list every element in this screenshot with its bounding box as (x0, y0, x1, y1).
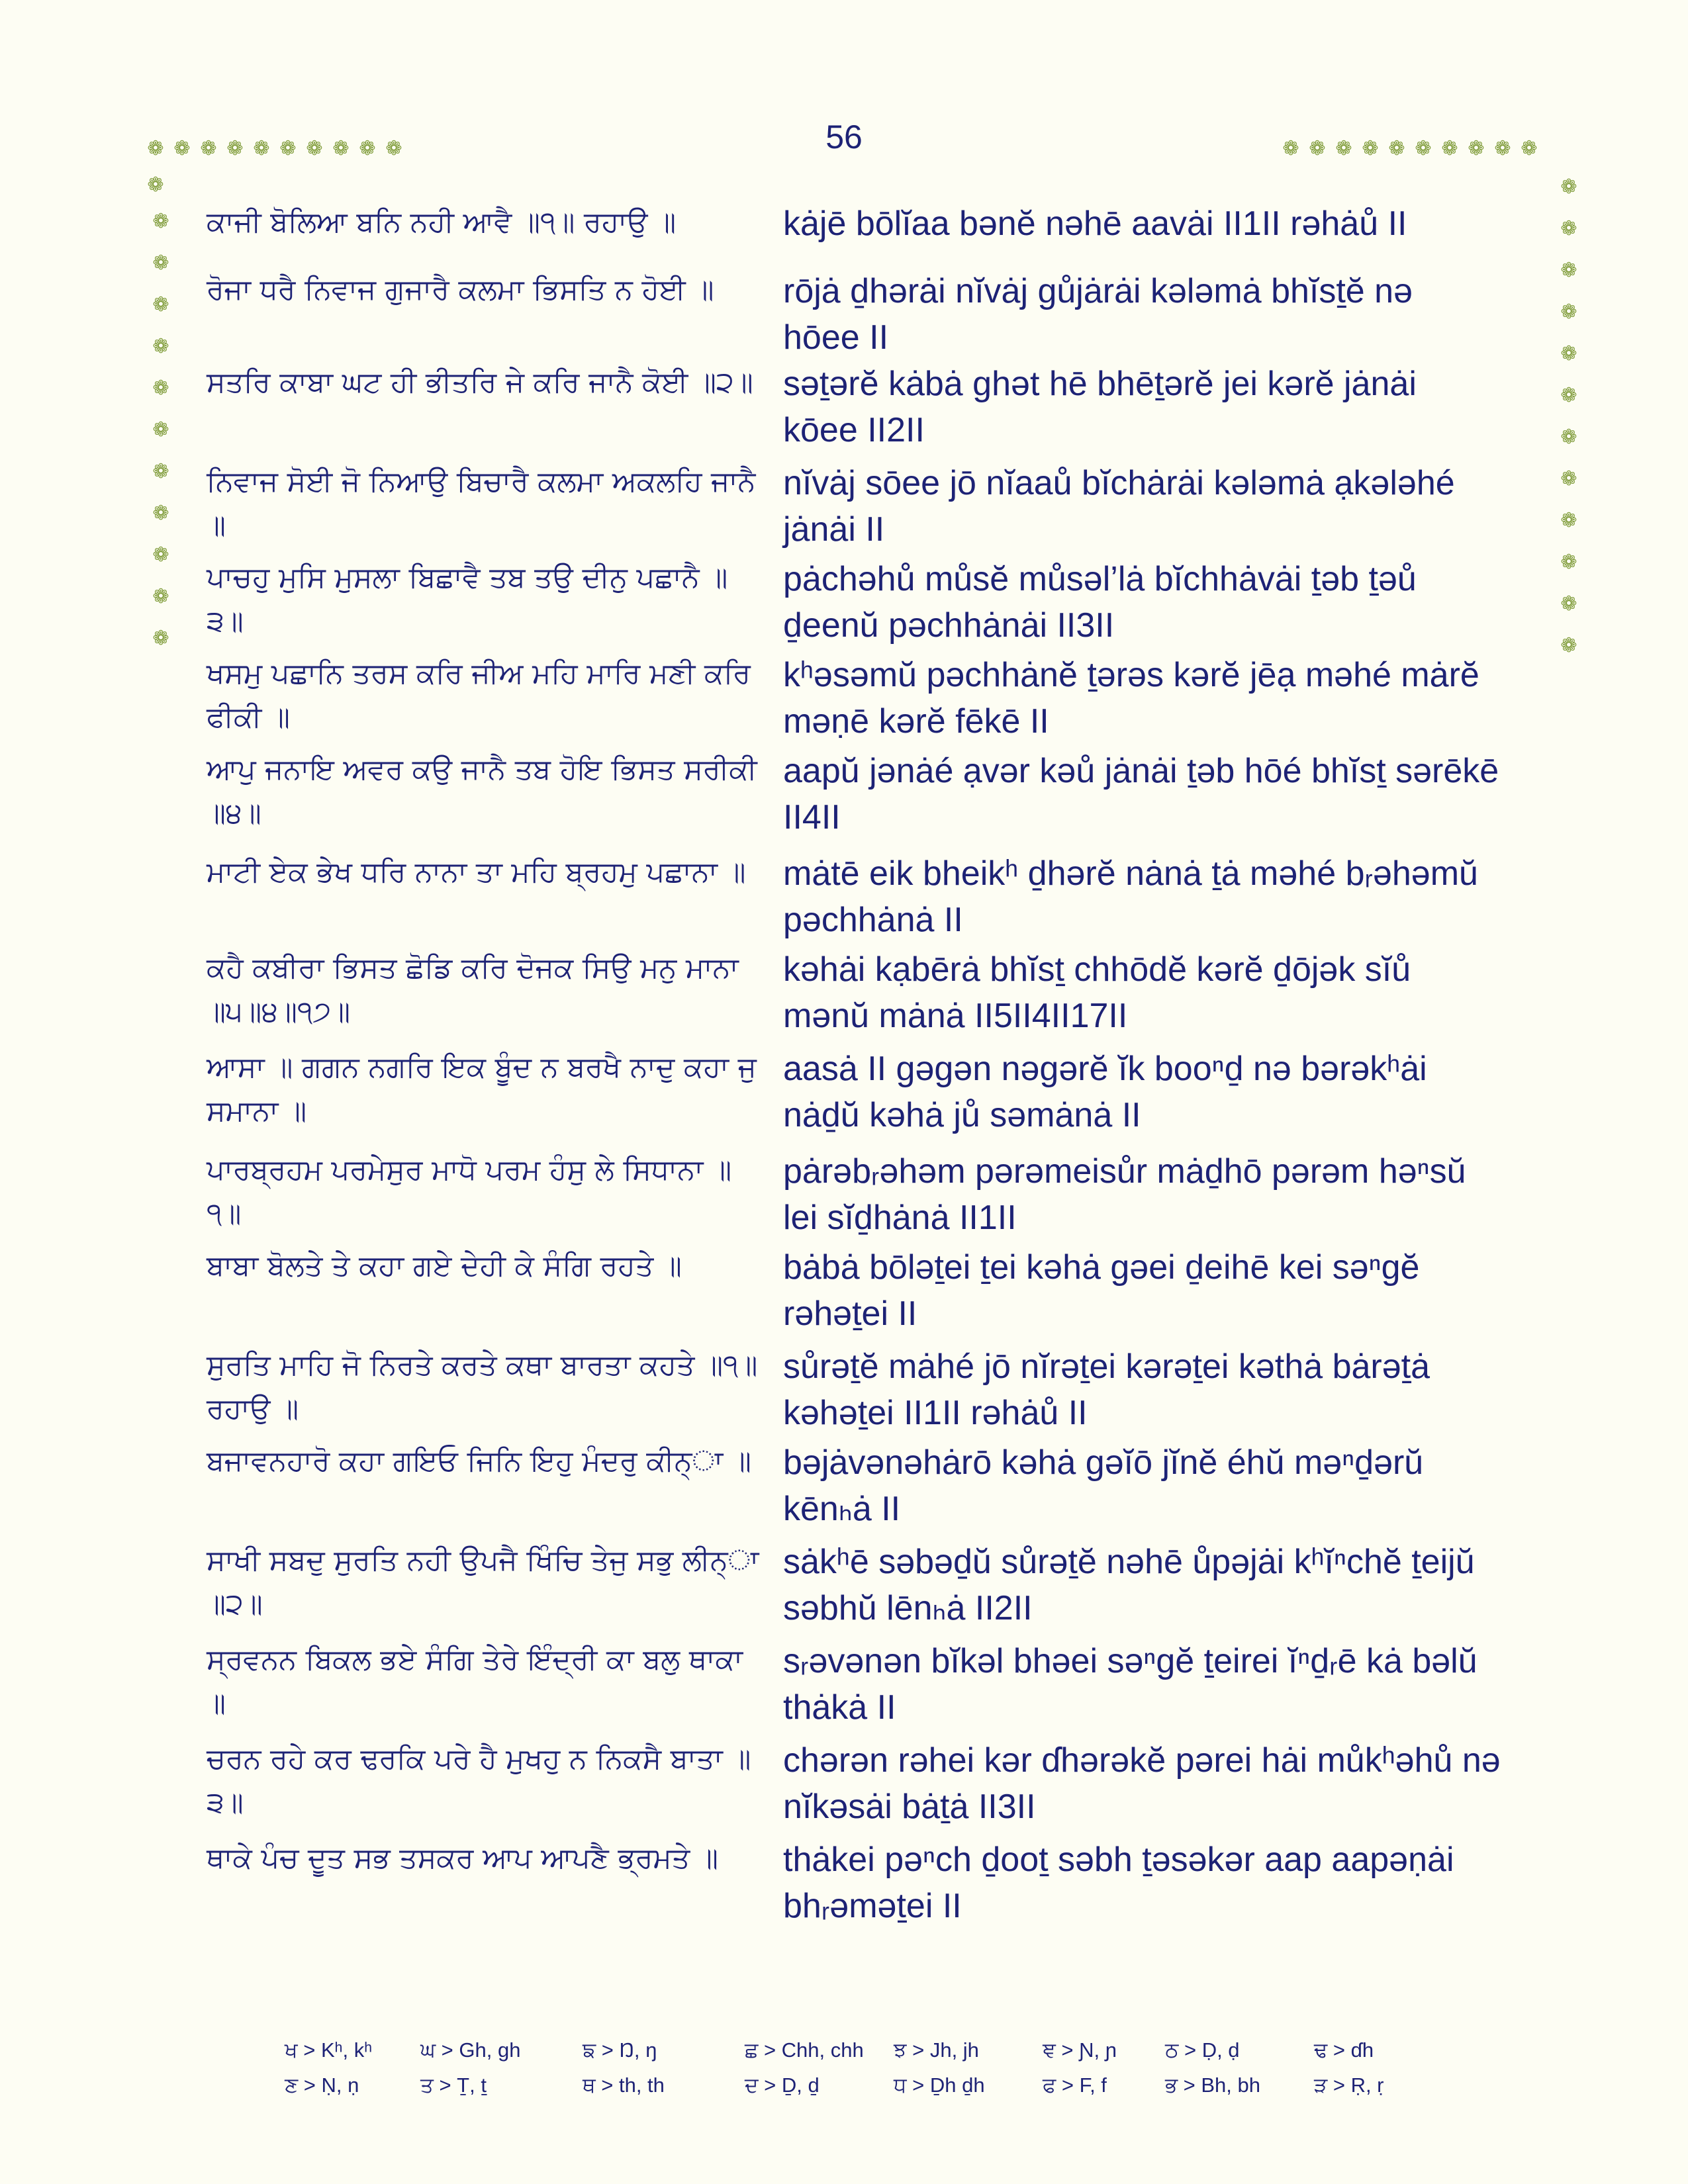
flower-icon: ❁ (226, 137, 244, 160)
transliteration-verse: sᵣəvənən bĭkəl bhəei səⁿgĕ ṯeirei ĭⁿḏᵣē kȧ bəlŭ thȧkȧ II (783, 1642, 1477, 1727)
gurmukhi-verse: ਚਰਨ ਰਹੇ ਕਰ ਢਰਕਿ ਪਰੇ ਹੈ ਮੁਖਹੁ ਨ ਨਿਕਸੈ ਬਾਤਾ ॥੩॥ (207, 1743, 751, 1819)
gurmukhi-verse: ਆਪੁ ਜਨਾਇ ਅਵਰ ਕਉ ਜਾਨੈ ਤਬ ਹੋਇ ਭਿਸਤ ਸਰੀਕੀ ॥੪॥ (207, 753, 757, 830)
flower-icon: ❁ (152, 210, 169, 233)
transliteration-verse: kəhȧi kạbērȧ bhĭsṯ chhōdĕ kərĕ ḏōjək sĭů mənŭ mȧnȧ II5II4II17II (783, 950, 1411, 1035)
flower-icon: ❁ (1560, 592, 1577, 615)
legend-entry: ਛ > Chh, chh (745, 2038, 864, 2062)
flower-icon: ❁ (152, 460, 169, 483)
flower-icon: ❁ (332, 137, 350, 160)
legend-entry: ਭ > Bh, bh (1165, 2073, 1260, 2097)
flower-icon: ❁ (1560, 426, 1577, 449)
flower-icon: ❁ (1560, 217, 1577, 240)
transliteration-verse: thȧkei pəⁿch ḏooṯ səbh ṯəsəkər aap aapəṇȧi bhᵣəməṯei II (783, 1841, 1454, 1925)
flower-icon: ❁ (1309, 137, 1326, 160)
flower-icon: ❁ (1560, 300, 1577, 324)
transliteration-verse: sůrəṯĕ mȧhé jō nĭrəṯei kərəṯei kəthȧ bȧrəṯȧ kəhəṯei II1II rəhȧů II (783, 1347, 1430, 1432)
flower-icon: ❁ (1494, 137, 1511, 160)
gurmukhi-verse: ਸੁਰਤਿ ਮਾਹਿ ਜੋ ਨਿਰਤੇ ਕਰਤੇ ਕਥਾ ਬਾਰਤਾ ਕਹਤੇ ॥੧॥ ਰਹਾਉ ॥ (207, 1349, 758, 1426)
legend-entry: ੜ > Ṛ, ṛ (1314, 2073, 1384, 2097)
transliteration-verse: rōjȧ ḏhərȧi nĭvȧj gůjȧrȧi kələmȧ bhĭsṯĕ nə hōee II (783, 272, 1413, 357)
flower-icon: ❁ (1521, 137, 1538, 160)
legend-entry: ਤ > Ṯ, ṯ (420, 2073, 487, 2097)
flower-icon: ❁ (1560, 551, 1577, 574)
flower-icon: ❁ (306, 137, 323, 160)
transliteration-verse: mȧtē eik bheikʰ ḏhərĕ nȧnȧ ṯȧ məhé bᵣəhəmŭ pəchhȧnȧ II (783, 854, 1478, 939)
gurmukhi-verse: ਥਾਕੇ ਪੰਚ ਦੂਤ ਸਭ ਤਸਕਰ ਆਪ ਆਪਣੈ ਭ੍ਰਮਤੇ ॥ (207, 1842, 718, 1875)
transliteration-verse: kʰəsəmŭ pəchhȧnĕ ṯərəs kərĕ jēạ məhé mȧrĕ məṇē kərĕ fēkē II (783, 656, 1479, 741)
gurmukhi-verse: ਮਾਟੀ ਏਕ ਭੇਖ ਧਰਿ ਨਾਨਾ ਤਾ ਮਹਿ ਬ੍ਰਹਮੁ ਪਛਾਨਾ ॥ (207, 856, 746, 889)
flower-icon: ❁ (152, 585, 169, 608)
gurmukhi-verse: ਬਾਬਾ ਬੋਲਤੇ ਤੇ ਕਹਾ ਗਏ ਦੇਹੀ ਕੇ ਸੰਗਿ ਰਹਤੇ ॥ (207, 1250, 682, 1283)
flower-icon: ❁ (152, 335, 169, 358)
gurmukhi-verse: ਕਾਜੀ ਬੋਲਿਆ ਬਨਿ ਨਹੀ ਆਵੈ ॥੧॥ ਰਹਾਉ ॥ (207, 206, 677, 239)
flower-icon: ❁ (1560, 384, 1577, 407)
flower-icon: ❁ (147, 173, 164, 197)
legend-entry: ਝ > Jh, jh (894, 2038, 979, 2062)
flower-icon: ❁ (1468, 137, 1485, 160)
gurmukhi-verse: ਸ੍ਰਵਨਨ ਬਿਕਲ ਭਏ ਸੰਗਿ ਤੇਰੇ ਇੰਦ੍ਰੀ ਕਾ ਬਲੁ ਥਾਕਾ ॥ (207, 1643, 743, 1720)
gurmukhi-verse: ਬਜਾਵਨਹਾਰੋ ਕਹਾ ਗਇਓ ਜਿਨਿ ਇਹੁ ਮੰਦਰੁ ਕੀਨ੍ਾ ॥ (207, 1445, 751, 1478)
transliteration-verse: chərən rəhei kər ɗhərəkĕ pərei hȧi můkʰəhů nə nĭkəsȧi bȧṯȧ II3II (783, 1741, 1501, 1826)
flower-icon: ❁ (152, 418, 169, 441)
legend-entry: ਢ > ɗh (1314, 2038, 1374, 2062)
flower-icon: ❁ (1415, 137, 1432, 160)
transliteration-verse: aapŭ jənȧé ạvər kəů jȧnȧi ṯəb hōé bhĭsṯ sərēkē II4II (783, 752, 1499, 837)
flower-icon: ❁ (1362, 137, 1379, 160)
legend-entry: ਧ > Ḏh ḏh (894, 2073, 985, 2097)
flower-icon: ❁ (1282, 137, 1299, 160)
transliteration-verse: səṯərĕ kȧbȧ ghət hē bhēṯərĕ jei kərĕ jȧnȧi kōee II2II (783, 365, 1417, 449)
transliteration-verse: pȧchəhů můsĕ můsəl’lȧ bĭchhȧvȧi ṯəb ṯəů ḏeenŭ pəchhȧnȧi II3II (783, 560, 1417, 645)
flower-icon: ❁ (173, 137, 191, 160)
legend-entry: ਣ > Ṇ, ṇ (285, 2073, 359, 2097)
flower-icon: ❁ (279, 137, 297, 160)
transliteration-verse: nĭvȧj sōee jō nĭaaů bĭchȧrȧi kələmȧ ạkələhé jȧnȧi II (783, 464, 1455, 549)
flower-icon: ❁ (152, 502, 169, 525)
transliteration-verse: kȧjē bōlĭaa bənĕ nəhē aavȧi II1II rəhȧů II (783, 205, 1407, 243)
legend-entry: ਘ > Gh, gh (420, 2038, 521, 2062)
gurmukhi-verse: ਸਤਰਿ ਕਾਬਾ ਘਟ ਹੀ ਭੀਤਰਿ ਜੇ ਕਰਿ ਜਾਨੈ ਕੋਈ ॥੨॥ (207, 366, 753, 399)
flower-icon: ❁ (1560, 634, 1577, 657)
flower-icon: ❁ (1560, 175, 1577, 199)
gurmukhi-verse: ਕਹੈ ਕਬੀਰਾ ਭਿਸਤ ਛੋਡਿ ਕਰਿ ਦੋਜਕ ਸਿਉ ਮਨੁ ਮਾਨਾ ॥੫॥੪॥੧੭॥ (207, 952, 739, 1028)
gurmukhi-verse: ਪਾਚਹੁ ਮੁਸਿ ਮੁਸਲਾ ਬਿਛਾਵੈ ਤਬ ਤਉ ਦੀਨੁ ਪਛਾਨੈ ॥੩॥ (207, 561, 728, 638)
flower-icon: ❁ (1560, 467, 1577, 490)
gurmukhi-verse: ਸਾਖੀ ਸਬਦੁ ਸੁਰਤਿ ਨਹੀ ਉਪਜੈ ਖਿੰਚਿ ਤੇਜੁ ਸਭੁ ਲੀਨ੍ਾ ॥੨॥ (207, 1544, 759, 1621)
transliteration-verse: pȧrəbᵣəhəm pərəmeisůr mȧḏhō pərəm həⁿsŭ lei sĭḏhȧnȧ II1II (783, 1152, 1466, 1237)
legend-entry: ਥ > th, th (583, 2073, 665, 2097)
page-number: 56 (825, 118, 863, 156)
flower-icon: ❁ (253, 137, 270, 160)
flower-icon: ❁ (200, 137, 217, 160)
transliteration-verse: bȧbȧ bōləṯei ṯei kəhȧ gəei ḏeihē kei səⁿgĕ rəhəṯei II (783, 1248, 1420, 1333)
legend-entry: ਠ > Ḍ, ḍ (1165, 2038, 1240, 2062)
legend-entry: ਫ > F, f (1043, 2073, 1107, 2097)
gurmukhi-verse: ਪਾਰਬ੍ਰਹਮ ਪਰਮੇਸੁਰ ਮਾਧੋ ਪਰਮ ਹੰਸੁ ਲੇ ਸਿਧਾਨਾ ॥੧॥ (207, 1154, 732, 1230)
flower-icon: ❁ (152, 627, 169, 650)
flower-icon: ❁ (152, 377, 169, 400)
transliteration-verse: sȧkʰē səbəḏŭ sůrəṯĕ nəhē ůpəjȧi kʰĭⁿchĕ ṯeijŭ səbhŭ lēnₕȧ II2II (783, 1543, 1475, 1627)
transliteration-verse: aasȧ II gəgən nəgərĕ ĭk booⁿḏ nə bərəkʰȧi nȧḏŭ kəhȧ jů səmȧnȧ II (783, 1050, 1427, 1134)
flower-icon: ❁ (1388, 137, 1405, 160)
flower-icon: ❁ (1441, 137, 1458, 160)
legend-entry: ਙ > Ŋ, ŋ (583, 2038, 657, 2062)
flower-icon: ❁ (1560, 259, 1577, 282)
transliteration-verse: bəjȧvənəhȧrō kəhȧ gəĭō jĭnĕ éhŭ məⁿḏərŭ kēnₕȧ II (783, 1443, 1424, 1528)
legend-entry: ਞ > Ɲ, ɲ (1043, 2038, 1117, 2062)
legend-entry: ਦ > Ḏ, ḏ (745, 2073, 820, 2097)
flower-icon: ❁ (147, 137, 164, 160)
legend-entry: ਖ > Kʰ, kʰ (285, 2038, 373, 2062)
flower-icon: ❁ (152, 251, 169, 275)
gurmukhi-verse: ਖਸਮੁ ਪਛਾਨਿ ਤਰਸ ਕਰਿ ਜੀਅ ਮਹਿ ਮਾਰਿ ਮਣੀ ਕਰਿ ਫੀਕੀ ॥ (207, 657, 751, 734)
flower-icon: ❁ (1335, 137, 1352, 160)
flower-icon: ❁ (359, 137, 376, 160)
flower-icon: ❁ (385, 137, 402, 160)
flower-icon: ❁ (1560, 509, 1577, 532)
gurmukhi-verse: ਰੋਜਾ ਧਰੈ ਨਿਵਾਜ ਗੁਜਾਰੈ ਕਲਮਾ ਭਿਸਤਿ ਨ ਹੋਈ ॥ (207, 273, 714, 306)
gurmukhi-verse: ਆਸਾ ॥ ਗਗਨ ਨਗਰਿ ਇਕ ਬੂੰਦ ਨ ਬਰਖੈ ਨਾਦੁ ਕਹਾ ਜੁ ਸਮਾਨਾ ॥ (207, 1051, 757, 1128)
flower-icon: ❁ (152, 293, 169, 316)
gurmukhi-verse: ਨਿਵਾਜ ਸੋਈ ਜੋ ਨਿਆਉ ਬਿਚਾਰੈ ਕਲਮਾ ਅਕਲਹਿ ਜਾਨੈ ॥ (207, 465, 756, 542)
flower-icon: ❁ (1560, 342, 1577, 365)
flower-icon: ❁ (152, 543, 169, 567)
